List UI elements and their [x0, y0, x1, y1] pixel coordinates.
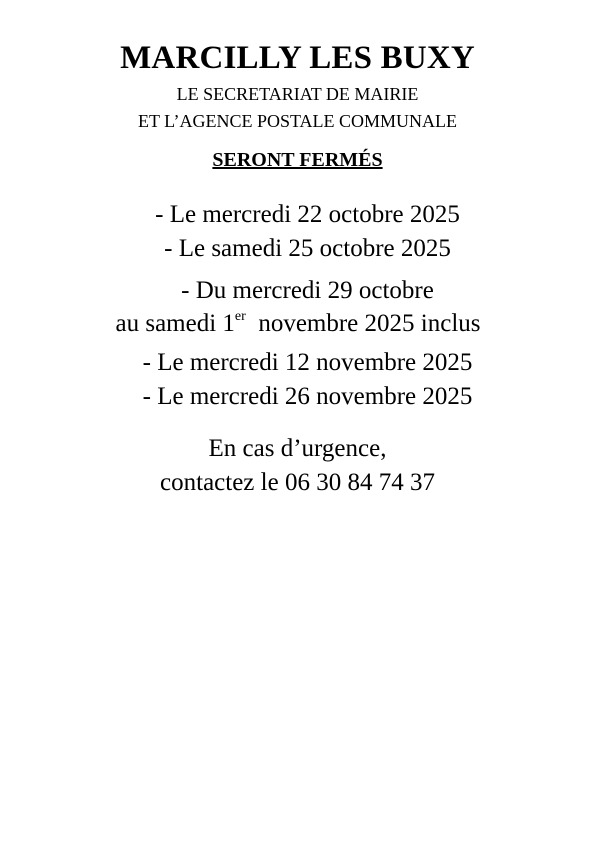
closure-date-4: - Le mercredi 12 novembre 2025 [142, 349, 473, 376]
closure-period-start: - Du mercredi 29 octobre [181, 277, 434, 304]
page-title: MARCILLY LES BUXY [120, 40, 475, 76]
emergency-text: En cas d’urgence, [208, 435, 387, 462]
closure-date-5: - Le mercredi 26 novembre 2025 [142, 383, 473, 410]
subtitle-line-1: LE SECRETARIAT DE MAIRIE [176, 84, 419, 104]
closure-period-end-prefix: au samedi 1 [115, 310, 235, 337]
subtitle-line-2: ET L’AGENCE POSTALE COMMUNALE [137, 111, 458, 131]
emergency-contact: contactez le 06 30 84 74 37 [160, 469, 435, 496]
closure-date-1: - Le mercredi 22 octobre 2025 [155, 201, 460, 228]
closure-period-end-suffix: novembre 2025 inclus [245, 310, 481, 337]
closure-heading: SERONT FERMÉS [212, 149, 383, 171]
ordinal-superscript: er [234, 309, 246, 324]
closure-period-end [0, 311, 595, 336]
closure-date-2: - Le samedi 25 octobre 2025 [164, 235, 451, 262]
